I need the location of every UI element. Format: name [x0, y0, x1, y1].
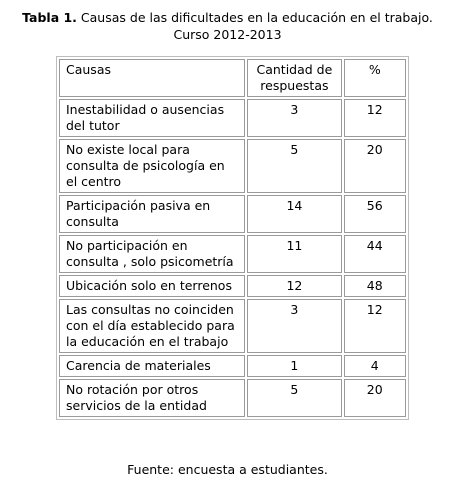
- table-row: [59, 275, 406, 297]
- table-caption: [0, 9, 455, 43]
- count-cell: 14: [247, 195, 341, 233]
- percent-cell: 4: [344, 355, 406, 377]
- percent-cell: 48: [344, 275, 406, 297]
- count-cell: 12: [247, 275, 341, 297]
- cause-cell: No participación en consulta , solo psicometría: [59, 235, 245, 273]
- percent-cell: 20: [344, 139, 406, 193]
- header-causas: Causas: [59, 59, 245, 97]
- table-row: [59, 235, 406, 273]
- count-cell: 3: [247, 99, 341, 137]
- cause-cell: No rotación por otros servicios de la entidad: [59, 379, 245, 417]
- cause-cell: Carencia de materiales: [59, 355, 245, 377]
- table-row: [59, 99, 406, 137]
- caption-line-1: [0, 9, 455, 26]
- table-row: [59, 139, 406, 193]
- count-cell: 5: [247, 139, 341, 193]
- count-cell: 1: [247, 355, 341, 377]
- header-cantidad: Cantidad de respuestas: [247, 59, 341, 97]
- percent-cell: 44: [344, 235, 406, 273]
- source-note: Fuente: encuesta a estudiantes.: [127, 462, 328, 477]
- cause-cell: No existe local para consulta de psicología en el centro: [59, 139, 245, 193]
- table-row: [59, 355, 406, 377]
- causes-table: [56, 56, 409, 420]
- cause-cell: Participación pasiva en consulta: [59, 195, 245, 233]
- table-container: [56, 56, 409, 420]
- percent-cell: 56: [344, 195, 406, 233]
- cause-cell: Inestabilidad o ausencias del tutor: [59, 99, 245, 137]
- percent-cell: 20: [344, 379, 406, 417]
- header-row: [59, 59, 406, 97]
- table-row: [59, 299, 406, 353]
- caption-title: Causas de las dificultades en la educación en el trabajo.: [80, 10, 433, 25]
- caption-label: Tabla 1.: [22, 10, 77, 25]
- cause-cell: Ubicación solo en terrenos: [59, 275, 245, 297]
- count-cell: 3: [247, 299, 341, 353]
- caption-line-2: Curso 2012-2013: [173, 27, 282, 42]
- count-cell: 11: [247, 235, 341, 273]
- percent-cell: 12: [344, 299, 406, 353]
- table-row: [59, 379, 406, 417]
- header-percent: %: [344, 59, 406, 97]
- cause-cell: Las consultas no coinciden con el día establecido para la educación en el trabajo: [59, 299, 245, 353]
- table-row: [59, 195, 406, 233]
- percent-cell: 12: [344, 99, 406, 137]
- count-cell: 5: [247, 379, 341, 417]
